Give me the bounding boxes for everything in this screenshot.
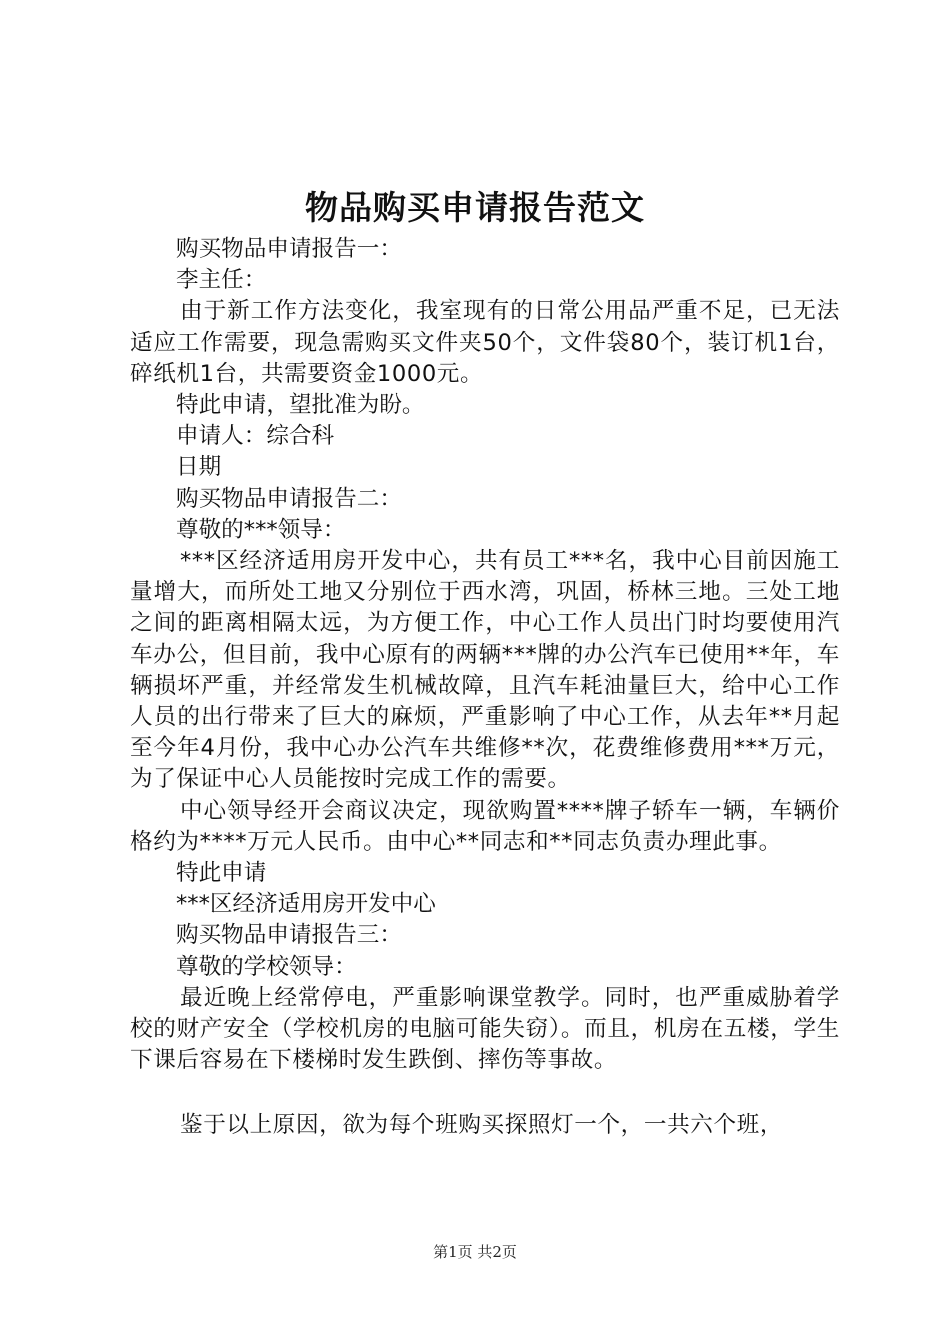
section-1-body: 由于新工作方法变化，我室现有的日常公用品严重不足，已无法适应工作需要，现急需购买文件夹50个，文件袋80个，装订机1台，碎纸机1台，共需要资金1000元。 [130, 298, 840, 387]
section-1-heading: 购买物品申请报告一： [176, 236, 402, 262]
section-2-body-paragraph-2: 中心领导经开会商议决定，现欲购置****牌子轿车一辆，车辆价格约为****万元人民币。由中心**同志和**同志负责办理此事。 [130, 797, 840, 855]
section-2-signature: ***区经济适用房开发中心 [176, 891, 436, 918]
section-1-date: 日期 [176, 454, 222, 481]
section-3-salutation: 尊敬的学校领导： [176, 953, 357, 980]
section-1-salutation: 李主任： [176, 267, 267, 294]
section-1-applicant: 申请人：综合科 [176, 423, 335, 450]
section-2-closing: 特此申请 [176, 860, 267, 887]
page-footer: 第1页 共2页 [433, 1243, 517, 1261]
document-title: 物品购买申请报告范文 [305, 188, 645, 227]
section-2-salutation: 尊敬的***领导： [176, 516, 346, 543]
section-3-body-paragraph-2: 鉴于以上原因，欲为每个班购买探照灯一个，一共六个班， [180, 1112, 784, 1139]
section-3-body-paragraph-1: 最近晚上经常停电，严重影响课堂教学。同时，也严重威胁着学校的财产安全（学校机房的电脑可能失窃）。而且，机房在五楼，学生下课后容易在下楼梯时发生跌倒、摔伤等事故。 [130, 984, 840, 1074]
paragraph-spacer [130, 1076, 840, 1110]
section-2-body-paragraph-1: ***区经济适用房开发中心，共有员工***名，我中心目前因施工量增大，而所处工地又分别位于西水湾，巩固，桥林三地。三处工地之间的距离相隔太远，为方便工作，中心工作人员出门时均要使用汽车办公，但目前，我中心原有的两辆***牌的办公汽车已使用**年，车辆损坏严重，并经常发生机械故障，且汽车耗油量巨大，给中心工作人员的出行带来了巨大的麻烦，严重影响了中心工作，从去年**月起至今年4月份，我中心办公汽车共维修**次，花费维修费用***万元，为了保证中心人员能按时完成工作的需要。 [130, 548, 840, 793]
section-1-closing: 特此申请，望批准为盼。 [176, 392, 425, 419]
section-3-heading: 购买物品申请报告三： [176, 922, 402, 949]
document-body [130, 234, 840, 1142]
section-2-heading: 购买物品申请报告二： [176, 485, 402, 512]
